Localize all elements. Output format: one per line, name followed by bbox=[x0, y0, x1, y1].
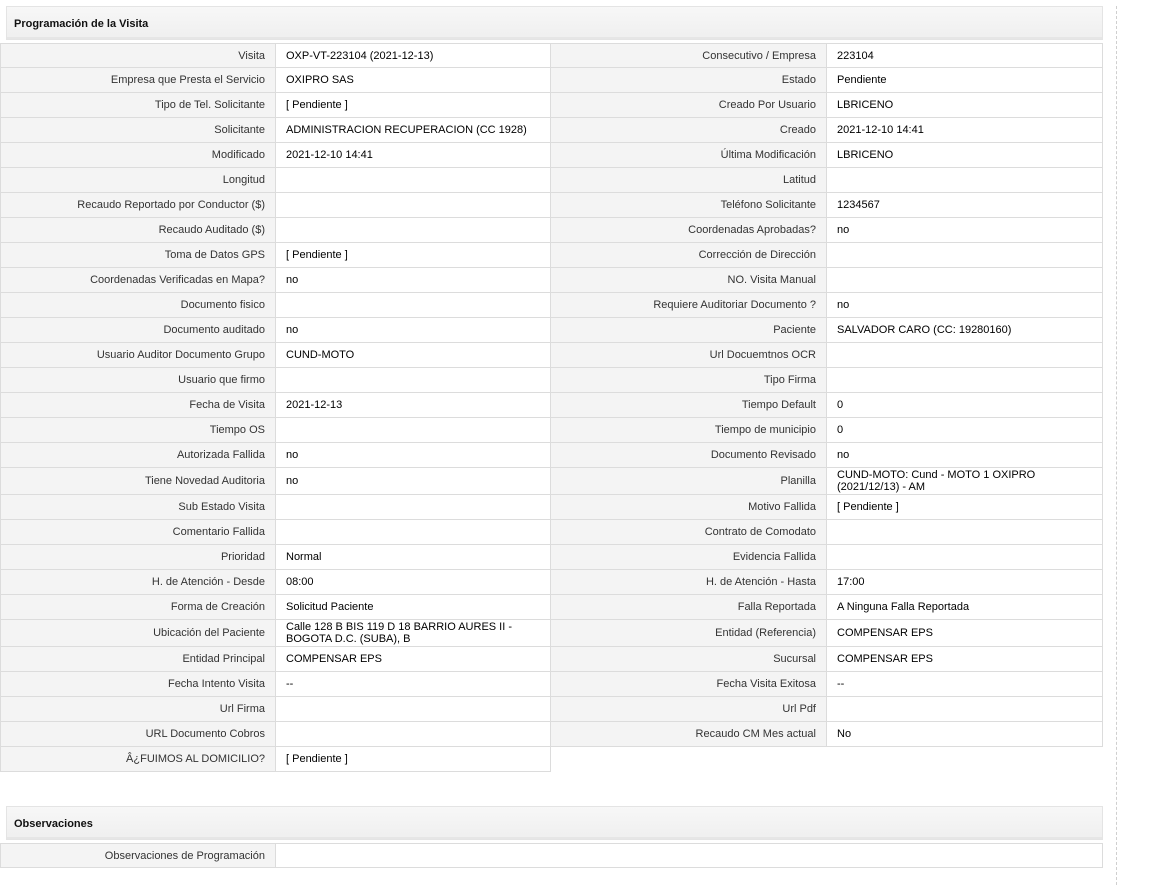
field-value bbox=[827, 697, 1103, 722]
field-label: Visita bbox=[0, 43, 276, 68]
field-label: Documento Revisado bbox=[551, 443, 827, 468]
field-label: URL Documento Cobros bbox=[0, 722, 276, 747]
field-label: Planilla bbox=[551, 468, 827, 495]
table-row bbox=[0, 243, 1103, 268]
field-value: OXIPRO SAS bbox=[276, 68, 551, 93]
table-row bbox=[0, 368, 1103, 393]
field-value: no bbox=[276, 268, 551, 293]
field-label: Url Docuemtnos OCR bbox=[551, 343, 827, 368]
field-label: Creado Por Usuario bbox=[551, 93, 827, 118]
field-label: Entidad Principal bbox=[0, 647, 276, 672]
field-value: OXP-VT-223104 (2021-12-13) bbox=[276, 43, 551, 68]
field-value bbox=[827, 268, 1103, 293]
field-label: H. de Atención - Hasta bbox=[551, 570, 827, 595]
field-value: Solicitud Paciente bbox=[276, 595, 551, 620]
table-row bbox=[0, 343, 1103, 368]
table-row bbox=[0, 43, 1103, 68]
field-value: COMPENSAR EPS bbox=[827, 647, 1103, 672]
field-label: Tipo Firma bbox=[551, 368, 827, 393]
field-label: Tiempo OS bbox=[0, 418, 276, 443]
field-value bbox=[276, 418, 551, 443]
field-value: [ Pendiente ] bbox=[276, 747, 551, 772]
field-label: Sucursal bbox=[551, 647, 827, 672]
field-label: Usuario Auditor Documento Grupo bbox=[0, 343, 276, 368]
field-label: Entidad (Referencia) bbox=[551, 620, 827, 647]
observations-title: Observaciones bbox=[6, 806, 1103, 840]
field-label: Coordenadas Verificadas en Mapa? bbox=[0, 268, 276, 293]
field-label: Documento fisico bbox=[0, 293, 276, 318]
field-value: COMPENSAR EPS bbox=[827, 620, 1103, 647]
field-label: Documento auditado bbox=[0, 318, 276, 343]
field-label: Tiempo de municipio bbox=[551, 418, 827, 443]
field-label: H. de Atención - Desde bbox=[0, 570, 276, 595]
field-value: no bbox=[276, 318, 551, 343]
field-value bbox=[276, 218, 551, 243]
field-value bbox=[276, 520, 551, 545]
field-label: Modificado bbox=[0, 143, 276, 168]
field-value: 17:00 bbox=[827, 570, 1103, 595]
field-value: ADMINISTRACION RECUPERACION (CC 1928) bbox=[276, 118, 551, 143]
field-label: Autorizada Fallida bbox=[0, 443, 276, 468]
table-row bbox=[0, 443, 1103, 468]
field-value bbox=[276, 697, 551, 722]
table-row bbox=[0, 520, 1103, 545]
dashed-divider bbox=[1116, 6, 1117, 885]
field-label: Recaudo Reportado por Conductor ($) bbox=[0, 193, 276, 218]
table-row bbox=[0, 747, 1103, 772]
field-value: 08:00 bbox=[276, 570, 551, 595]
field-label: Recaudo CM Mes actual bbox=[551, 722, 827, 747]
field-value: no bbox=[827, 293, 1103, 318]
field-value bbox=[276, 293, 551, 318]
field-label: Tiene Novedad Auditoria bbox=[0, 468, 276, 495]
field-label: Forma de Creación bbox=[0, 595, 276, 620]
field-value: LBRICENO bbox=[827, 143, 1103, 168]
field-value: Normal bbox=[276, 545, 551, 570]
table-row bbox=[0, 647, 1103, 672]
field-label: Estado bbox=[551, 68, 827, 93]
field-label: Url Pdf bbox=[551, 697, 827, 722]
field-value: A Ninguna Falla Reportada bbox=[827, 595, 1103, 620]
table-row bbox=[0, 570, 1103, 595]
table-row bbox=[0, 393, 1103, 418]
field-value: SALVADOR CARO (CC: 19280160) bbox=[827, 318, 1103, 343]
field-label: Última Modificación bbox=[551, 143, 827, 168]
table-row bbox=[0, 118, 1103, 143]
field-value bbox=[276, 368, 551, 393]
field-label: Recaudo Auditado ($) bbox=[0, 218, 276, 243]
field-label: NO. Visita Manual bbox=[551, 268, 827, 293]
table-row bbox=[0, 193, 1103, 218]
field-value: 1234567 bbox=[827, 193, 1103, 218]
field-value: Pendiente bbox=[827, 68, 1103, 93]
visit-schedule-title: Programación de la Visita bbox=[6, 6, 1103, 40]
field-value: no bbox=[276, 443, 551, 468]
table-row bbox=[0, 168, 1103, 193]
table-row bbox=[0, 620, 1103, 647]
field-label: Coordenadas Aprobadas? bbox=[551, 218, 827, 243]
field-value bbox=[276, 168, 551, 193]
field-value: no bbox=[276, 468, 551, 495]
field-label: Latitud bbox=[551, 168, 827, 193]
field-value: LBRICENO bbox=[827, 93, 1103, 118]
field-value: CUND-MOTO: Cund - MOTO 1 OXIPRO (2021/12/13) - AM bbox=[827, 468, 1103, 495]
table-row bbox=[0, 468, 1103, 495]
field-value: No bbox=[827, 722, 1103, 747]
table-row bbox=[0, 672, 1103, 697]
field-label: Tipo de Tel. Solicitante bbox=[0, 93, 276, 118]
visit-detail-grid bbox=[0, 43, 1103, 772]
field-label: Contrato de Comodato bbox=[551, 520, 827, 545]
field-label: Usuario que firmo bbox=[0, 368, 276, 393]
field-value bbox=[827, 343, 1103, 368]
observations-section bbox=[0, 806, 1103, 868]
field-value: -- bbox=[276, 672, 551, 697]
field-value: 2021-12-10 14:41 bbox=[827, 118, 1103, 143]
table-row bbox=[0, 218, 1103, 243]
table-row bbox=[0, 495, 1103, 520]
field-value: [ Pendiente ] bbox=[276, 243, 551, 268]
field-label: Url Firma bbox=[0, 697, 276, 722]
field-value bbox=[827, 545, 1103, 570]
field-value: no bbox=[827, 443, 1103, 468]
field-value bbox=[827, 368, 1103, 393]
table-row bbox=[0, 697, 1103, 722]
table-row bbox=[0, 68, 1103, 93]
field-label: Fecha de Visita bbox=[0, 393, 276, 418]
field-value: 223104 bbox=[827, 43, 1103, 68]
table-row bbox=[0, 293, 1103, 318]
field-label: Fecha Intento Visita bbox=[0, 672, 276, 697]
observations-value bbox=[276, 843, 1103, 868]
table-row bbox=[0, 722, 1103, 747]
table-row bbox=[0, 318, 1103, 343]
field-label: Ubicación del Paciente bbox=[0, 620, 276, 647]
field-label: Motivo Fallida bbox=[551, 495, 827, 520]
field-label: Sub Estado Visita bbox=[0, 495, 276, 520]
visit-schedule-section bbox=[0, 6, 1103, 772]
table-row bbox=[0, 93, 1103, 118]
field-label: Tiempo Default bbox=[551, 393, 827, 418]
field-value: 0 bbox=[827, 418, 1103, 443]
field-value bbox=[276, 193, 551, 218]
field-value: 2021-12-10 14:41 bbox=[276, 143, 551, 168]
field-value: [ Pendiente ] bbox=[827, 495, 1103, 520]
field-value bbox=[276, 495, 551, 520]
field-label: Creado bbox=[551, 118, 827, 143]
field-value bbox=[827, 520, 1103, 545]
field-label: Comentario Fallida bbox=[0, 520, 276, 545]
field-label: Longitud bbox=[0, 168, 276, 193]
table-row bbox=[0, 268, 1103, 293]
field-value: Calle 128 B BIS 119 D 18 BARRIO AURES II - BOGOTA D.C. (SUBA), B bbox=[276, 620, 551, 647]
field-label: Paciente bbox=[551, 318, 827, 343]
table-row bbox=[0, 545, 1103, 570]
field-label: Â¿FUIMOS AL DOMICILIO? bbox=[0, 747, 276, 772]
field-value: no bbox=[827, 218, 1103, 243]
field-value: -- bbox=[827, 672, 1103, 697]
field-label: Fecha Visita Exitosa bbox=[551, 672, 827, 697]
field-value: COMPENSAR EPS bbox=[276, 647, 551, 672]
table-row bbox=[0, 595, 1103, 620]
field-label: Requiere Auditoriar Documento ? bbox=[551, 293, 827, 318]
table-row bbox=[0, 418, 1103, 443]
field-label: Evidencia Fallida bbox=[551, 545, 827, 570]
field-label: Solicitante bbox=[0, 118, 276, 143]
field-label: Empresa que Presta el Servicio bbox=[0, 68, 276, 93]
field-value: [ Pendiente ] bbox=[276, 93, 551, 118]
field-value bbox=[827, 243, 1103, 268]
table-row bbox=[0, 143, 1103, 168]
field-label: Toma de Datos GPS bbox=[0, 243, 276, 268]
field-value bbox=[276, 722, 551, 747]
field-label: Falla Reportada bbox=[551, 595, 827, 620]
field-label: Consecutivo / Empresa bbox=[551, 43, 827, 68]
observations-label: Observaciones de Programación bbox=[0, 843, 276, 868]
field-label: Corrección de Dirección bbox=[551, 243, 827, 268]
field-label: Teléfono Solicitante bbox=[551, 193, 827, 218]
field-value: CUND-MOTO bbox=[276, 343, 551, 368]
field-label: Prioridad bbox=[0, 545, 276, 570]
observations-row bbox=[0, 843, 1103, 868]
field-value bbox=[827, 168, 1103, 193]
field-value: 2021-12-13 bbox=[276, 393, 551, 418]
field-value: 0 bbox=[827, 393, 1103, 418]
